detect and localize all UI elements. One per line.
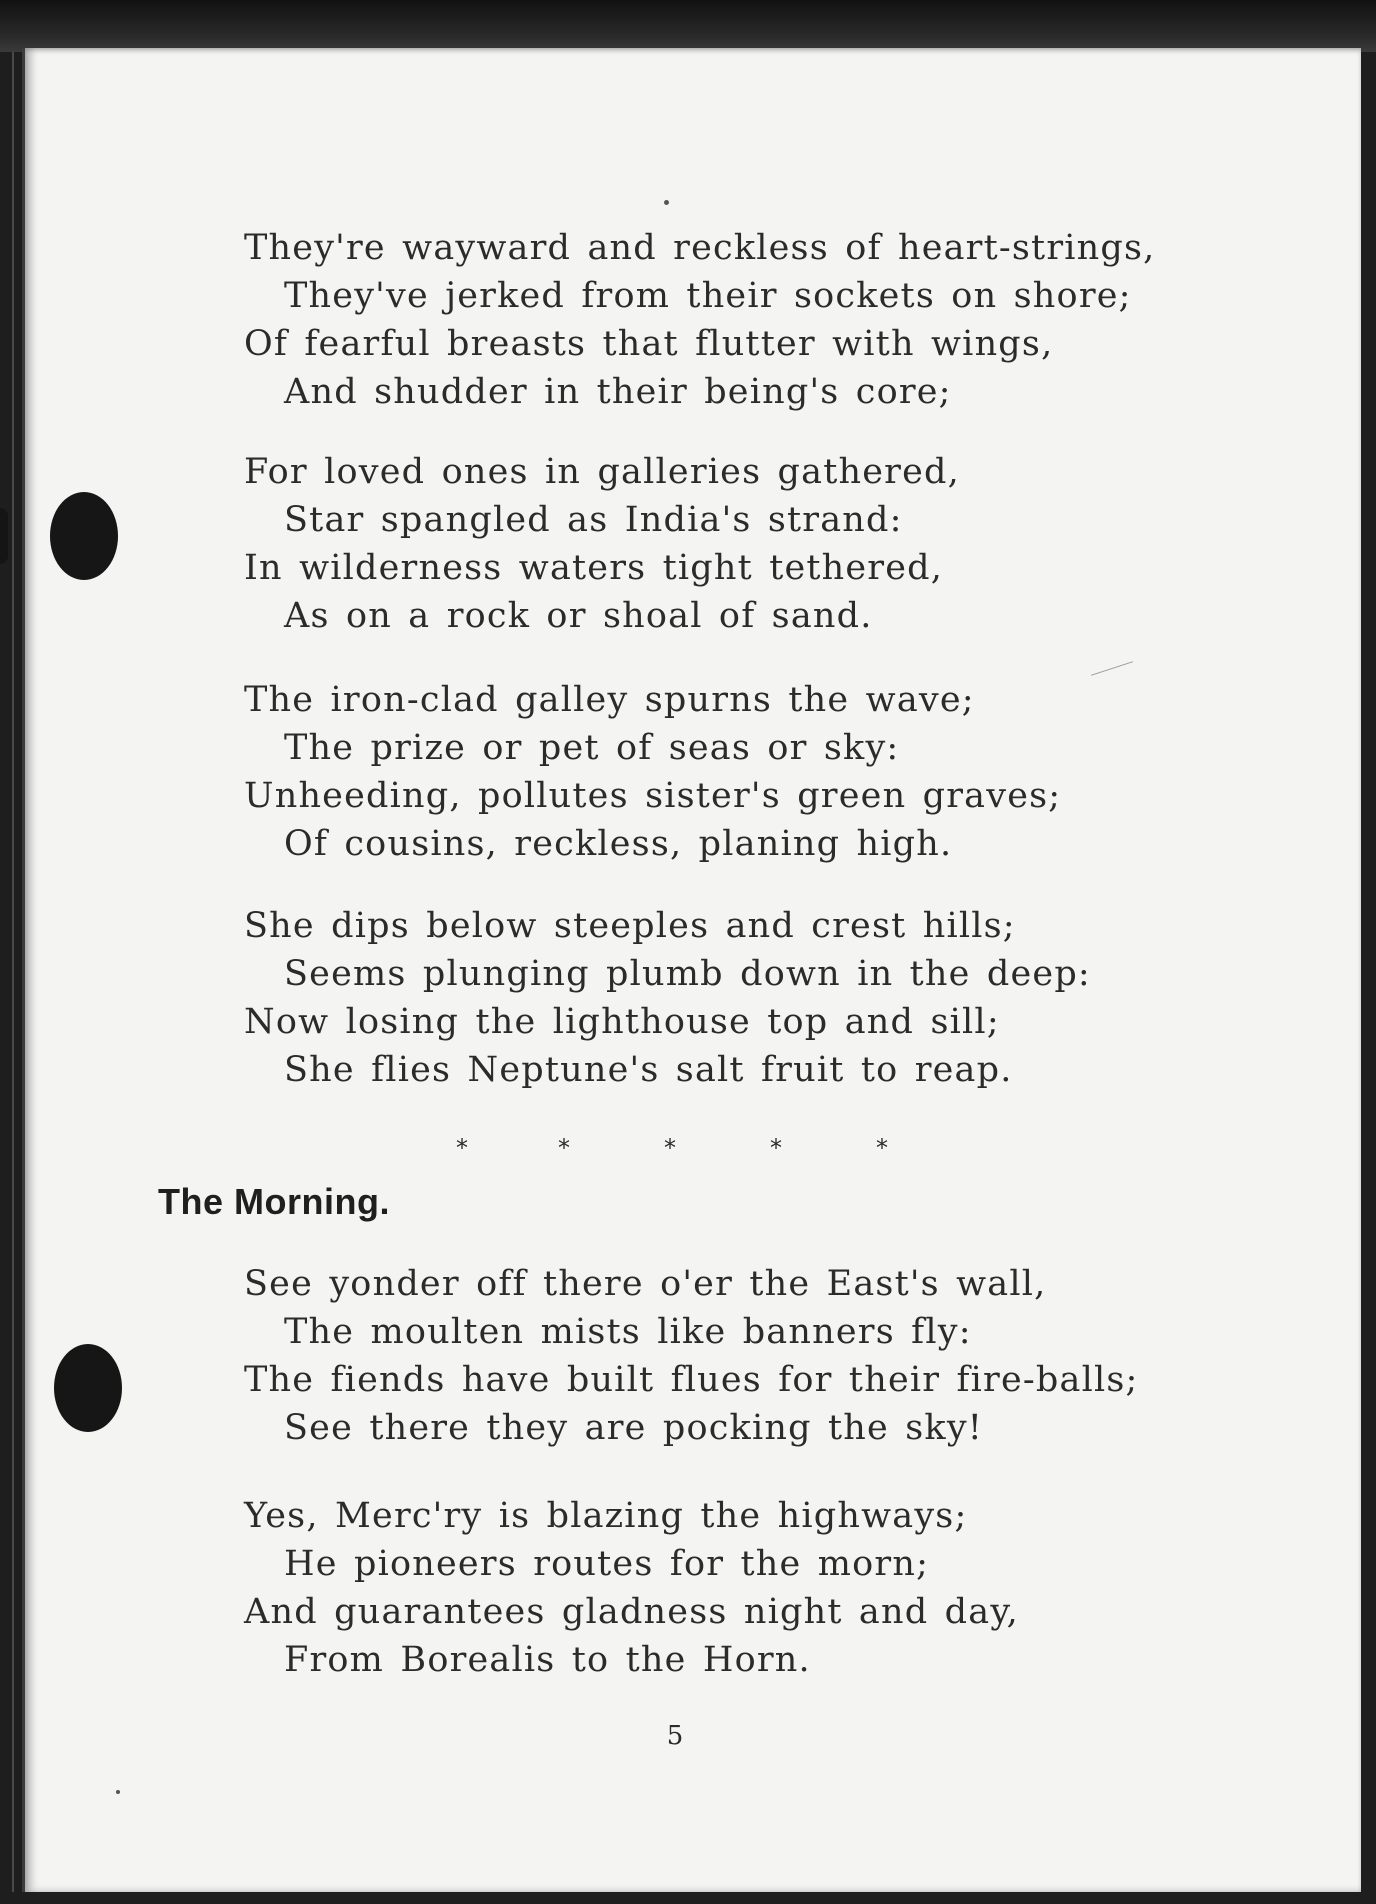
stanza bbox=[244, 676, 1061, 868]
poem-line: From Borealis to the Horn. bbox=[284, 1640, 811, 1680]
separator-asterisk: * bbox=[456, 1134, 468, 1162]
section-separator bbox=[0, 1128, 1376, 1168]
poem-line: Of cousins, reckless, planing high. bbox=[284, 824, 953, 864]
poem-line: Of fearful breasts that flutter with wings, bbox=[244, 324, 1054, 364]
poem-line: Now losing the lighthouse top and sill; bbox=[244, 1002, 1000, 1042]
poem-line: She dips below steeples and crest hills; bbox=[244, 906, 1016, 946]
ink-speck bbox=[116, 1790, 120, 1794]
stanza bbox=[244, 902, 1091, 1094]
punch-hole-bottom bbox=[54, 1344, 122, 1432]
poem-line: Star spangled as India's strand: bbox=[284, 500, 903, 540]
poem-line: The moulten mists like banners fly: bbox=[284, 1312, 972, 1352]
poem-line: Yes, Merc'ry is blazing the highways; bbox=[244, 1496, 968, 1536]
stanza bbox=[244, 448, 960, 640]
stanza bbox=[244, 1492, 1019, 1684]
separator-asterisk: * bbox=[770, 1134, 782, 1162]
poem-line: He pioneers routes for the morn; bbox=[284, 1544, 930, 1584]
stanza bbox=[244, 224, 1155, 416]
section-title: The Morning. bbox=[158, 1181, 390, 1222]
poem-line: See yonder off there o'er the East's wall, bbox=[244, 1264, 1047, 1304]
poem-line: See there they are pocking the sky! bbox=[284, 1408, 984, 1448]
poem-line: The prize or pet of seas or sky: bbox=[284, 728, 900, 768]
page-number: 5 bbox=[666, 1721, 684, 1751]
poem-line: As on a rock or shoal of sand. bbox=[284, 596, 873, 636]
poem-line: They've jerked from their sockets on shore; bbox=[284, 276, 1132, 316]
stanza bbox=[244, 1260, 1139, 1452]
poem-line: And guarantees gladness night and day, bbox=[244, 1592, 1019, 1632]
separator-asterisk: * bbox=[664, 1134, 676, 1162]
poem-line: The iron-clad galley spurns the wave; bbox=[244, 680, 975, 720]
separator-asterisk: * bbox=[876, 1134, 888, 1162]
poem-line: She flies Neptune's salt fruit to reap. bbox=[284, 1050, 1013, 1090]
poem-line: The fiends have built flues for their fire-balls; bbox=[244, 1360, 1139, 1400]
separator-asterisk: * bbox=[558, 1134, 570, 1162]
poem-line: For loved ones in galleries gathered, bbox=[244, 452, 960, 492]
left-edge-shadow bbox=[0, 508, 8, 564]
binding-edge bbox=[12, 52, 14, 1892]
poem-line: They're wayward and reckless of heart-strings, bbox=[244, 228, 1156, 268]
poem-line: And shudder in their being's core; bbox=[284, 372, 952, 412]
ink-speck bbox=[664, 200, 669, 205]
punch-hole-top bbox=[50, 492, 118, 580]
poem-line: In wilderness waters tight tethered, bbox=[244, 548, 944, 588]
poem-line: Seems plunging plumb down in the deep: bbox=[284, 954, 1091, 994]
scan-top-border bbox=[0, 0, 1376, 52]
poem-line: Unheeding, pollutes sister's green graves; bbox=[244, 776, 1062, 816]
